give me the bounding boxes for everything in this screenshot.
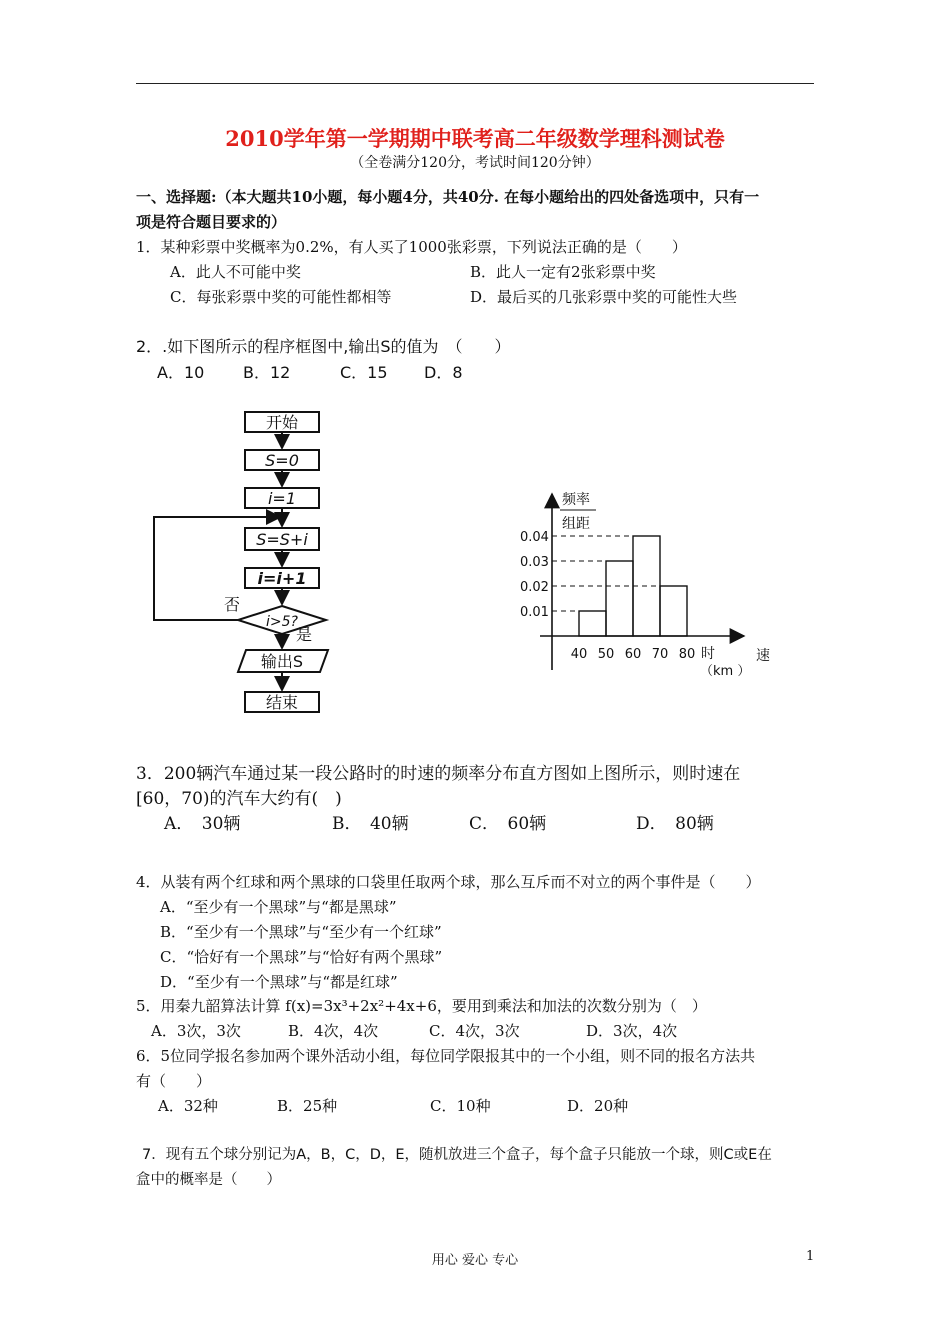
question-1-option-b: B．此人一定有2张彩票中奖 bbox=[470, 263, 656, 281]
flow-yes-label: 是 bbox=[295, 625, 313, 644]
question-4-option-a: A．“至少有一个黑球”与“都是黑球” bbox=[160, 898, 397, 916]
header-rule bbox=[136, 83, 814, 84]
question-6-option-c: C．10种 bbox=[430, 1097, 491, 1115]
question-7-line2: 盒中的概率是（ ） bbox=[136, 1172, 281, 1188]
question-1-option-d: D．最后买的几张彩票中奖的可能性大些 bbox=[470, 288, 738, 306]
question-5-option-d: D．3次，4次 bbox=[586, 1022, 678, 1040]
histogram-bar bbox=[606, 561, 633, 636]
flow-sum-label: S=S+i bbox=[256, 530, 308, 549]
question-6-line2: 有（ ） bbox=[136, 1072, 212, 1090]
question-1-stem: 1．某种彩票中奖概率为0.2%，有人买了1000张彩票，下列说法正确的是（ ） bbox=[136, 238, 687, 256]
y-axis-label-top: 频率 bbox=[562, 492, 590, 508]
flow-increment-label: i=i+1 bbox=[257, 569, 307, 588]
flowchart bbox=[140, 400, 350, 730]
flow-condition-label: i>5? bbox=[266, 614, 298, 630]
question-3-option-a: A． 30辆 bbox=[164, 814, 241, 834]
x-tick-label: 70 bbox=[651, 647, 669, 662]
question-3-line1: 3．200辆汽车通过某一段公路时的时速的频率分布直方图如上图所示，则时速在 bbox=[136, 764, 741, 784]
x-tick-label: 50 bbox=[597, 647, 615, 662]
y-tick-label: 0.03 bbox=[520, 555, 549, 570]
x-axis-label-2: 速 bbox=[756, 648, 770, 664]
exam-title: 2010学年第一学期期中联考高二年级数学理科测试卷 bbox=[225, 126, 725, 151]
question-3-line2: [60，70)的汽车大约有( ) bbox=[136, 789, 342, 809]
question-3-option-d: D． 80辆 bbox=[636, 814, 714, 834]
question-3-option-b: B． 40辆 bbox=[332, 814, 409, 834]
flow-start-label: 开始 bbox=[265, 413, 299, 432]
y-axis-label-bottom: 组距 bbox=[562, 516, 590, 532]
question-4-option-c: C．“恰好有一个黑球”与“恰好有两个黑球” bbox=[160, 948, 443, 966]
y-tick-label: 0.01 bbox=[520, 605, 549, 620]
section-heading-line1: 一、选择题:（本大题共10小题，每小题4分，共40分. 在每小题给出的四处备选项中，只有一 bbox=[136, 188, 760, 206]
question-1-option-a: A．此人不可能中奖 bbox=[170, 263, 301, 281]
question-3-option-c: C． 60辆 bbox=[469, 814, 547, 834]
question-7-line1: 7．现有五个球分别记为A，B，C，D，E，随机放进三个盒子，每个盒子只能放一个球，则C或E在 bbox=[142, 1147, 772, 1163]
histogram-bar bbox=[660, 586, 687, 636]
question-2-option-d: D．8 bbox=[424, 363, 463, 382]
question-5-stem: 5．用秦九韶算法计算 f(x)=3x³+2x²+4x+6，要用到乘法和加法的次数分别为（ ） bbox=[136, 997, 707, 1015]
question-4-stem: 4．从装有两个红球和两个黑球的口袋里任取两个球，那么互斥而不对立的两个事件是（ ） bbox=[136, 873, 761, 891]
x-axis-unit: （km ） bbox=[700, 664, 751, 679]
question-2-option-c: C．15 bbox=[340, 363, 388, 382]
question-2-option-b: B．12 bbox=[243, 363, 291, 382]
question-5-option-b: B．4次，4次 bbox=[288, 1022, 379, 1040]
flow-no-label: 否 bbox=[223, 595, 241, 614]
flow-output-label: 输出S bbox=[260, 652, 304, 671]
question-4-option-d: D．“至少有一个黑球”与“都是红球” bbox=[160, 973, 398, 991]
flow-end-label: 结束 bbox=[265, 693, 299, 712]
question-6-option-d: D．20种 bbox=[567, 1097, 629, 1115]
question-4-option-b: B．“至少有一个黑球”与“至少有一个红球” bbox=[160, 923, 442, 941]
x-tick-label: 80 bbox=[678, 647, 696, 662]
question-2-stem: 2．.如下图所示的程序框图中,输出S的值为 （ ） bbox=[136, 337, 511, 356]
y-tick-label: 0.02 bbox=[520, 580, 549, 595]
speed-histogram bbox=[500, 480, 800, 690]
question-5-option-c: C．4次，3次 bbox=[429, 1022, 520, 1040]
page-footer: 用心 爱心 专心 bbox=[431, 1253, 519, 1268]
question-6-line1: 6．5位同学报名参加两个课外活动小组，每位同学限报其中的一个小组，则不同的报名方法共 bbox=[136, 1047, 756, 1065]
flow-init-s-label: S=0 bbox=[265, 451, 299, 470]
x-tick-label: 40 bbox=[570, 647, 588, 662]
question-1-option-c: C．每张彩票中奖的可能性都相等 bbox=[170, 288, 392, 306]
x-axis-label-1: 时 bbox=[701, 646, 715, 662]
exam-subtitle: （全卷满分120分，考试时间120分钟） bbox=[350, 155, 600, 171]
flow-init-i-label: i=1 bbox=[267, 489, 297, 508]
question-5-option-a: A．3次，3次 bbox=[151, 1022, 241, 1040]
y-tick-label: 0.04 bbox=[520, 530, 549, 545]
histogram-bar bbox=[579, 611, 606, 636]
section-heading-line2: 项是符合题目要求的） bbox=[136, 213, 287, 231]
x-tick-label: 60 bbox=[624, 647, 642, 662]
question-6-option-b: B．25种 bbox=[277, 1097, 338, 1115]
question-2-option-a: A．10 bbox=[157, 363, 205, 382]
page-number: 1 bbox=[806, 1249, 815, 1264]
question-6-option-a: A．32种 bbox=[158, 1097, 218, 1115]
